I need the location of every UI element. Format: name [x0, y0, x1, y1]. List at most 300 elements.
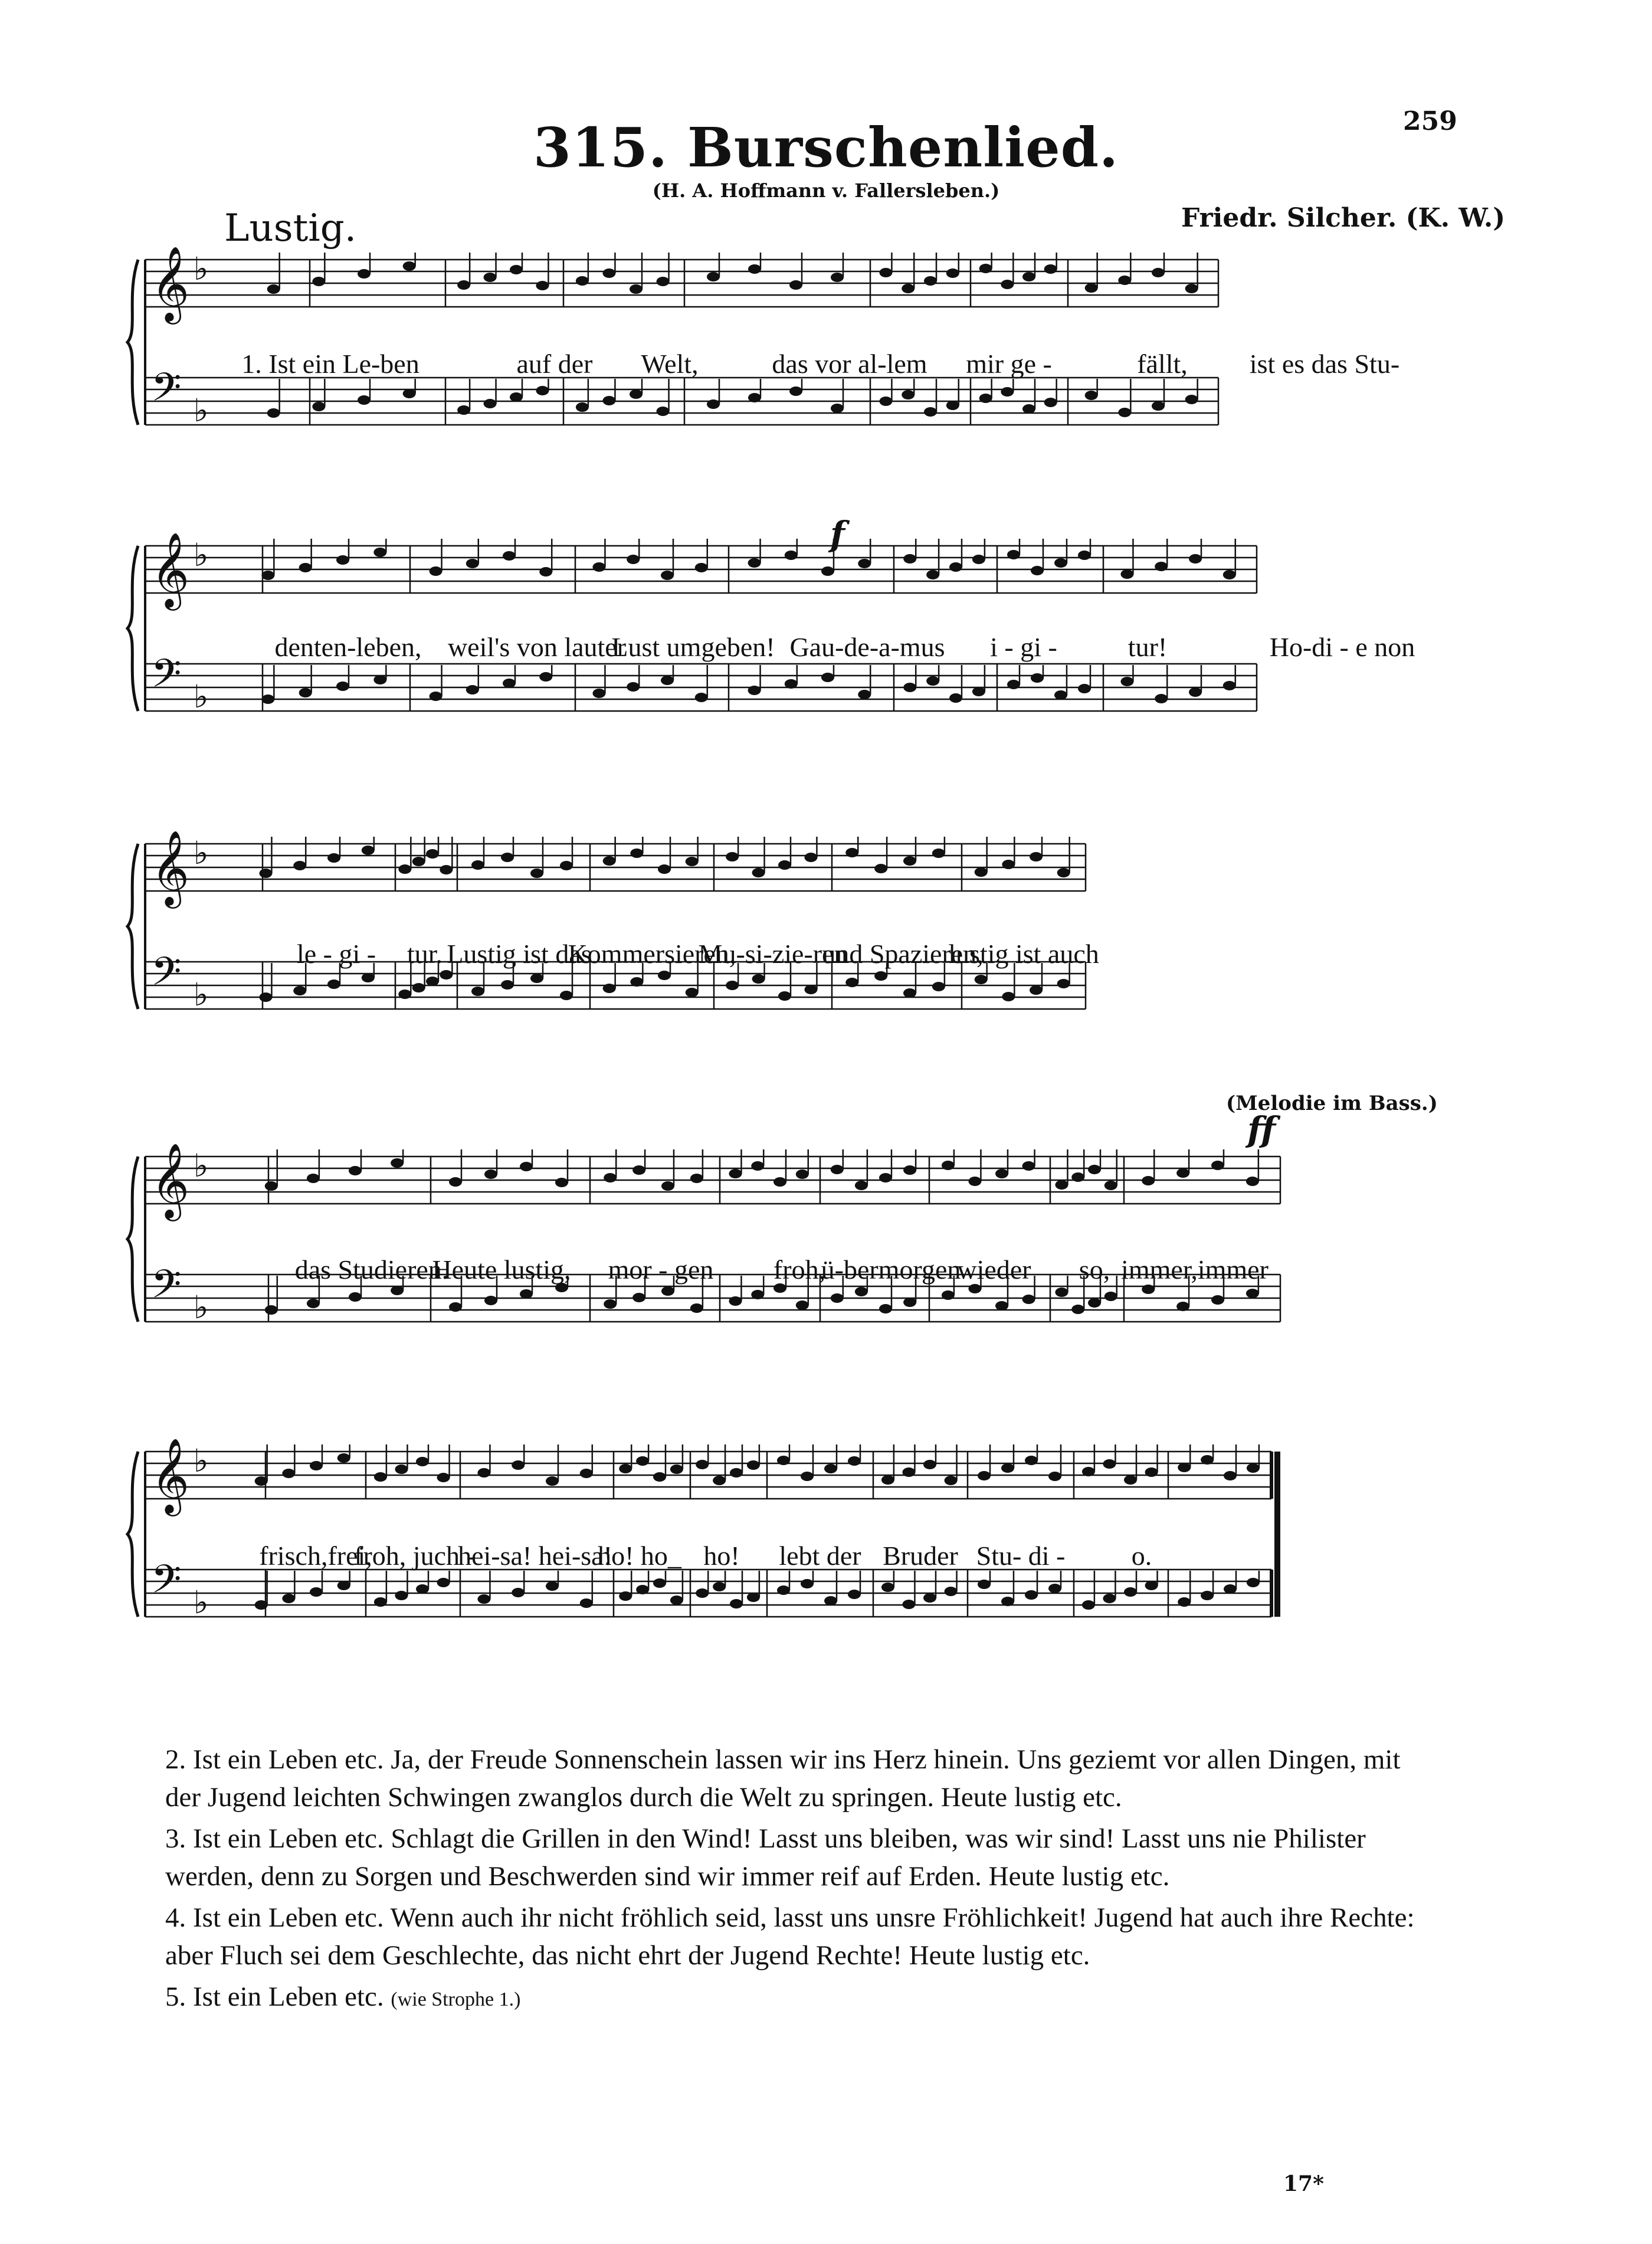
- note-head: [1048, 1584, 1061, 1593]
- note-head: [1224, 1471, 1237, 1480]
- note-head: [995, 1301, 1008, 1311]
- lyric-syllable: das vor al-lem: [772, 349, 927, 379]
- note-head: [603, 856, 616, 866]
- lyric-syllable: lebt der: [779, 1541, 861, 1571]
- note-head: [995, 1169, 1008, 1178]
- note-head: [695, 693, 708, 702]
- note-head: [1025, 1456, 1038, 1465]
- flat-key-signature-icon: ♭: [194, 536, 209, 574]
- note-head: [449, 1177, 462, 1187]
- score-system-5: [124, 1437, 1448, 1676]
- note-head: [337, 1581, 350, 1590]
- note-head: [831, 273, 844, 282]
- note-head: [312, 277, 325, 286]
- note-head: [972, 555, 985, 564]
- notes: [267, 253, 1198, 418]
- system-brace-icon: [127, 1452, 138, 1617]
- bass-melody-note: (Melodie im Bass.): [1226, 1092, 1438, 1115]
- system-brace-icon: [127, 546, 138, 711]
- lyric-syllable: Bruder: [883, 1541, 958, 1571]
- note-head: [824, 1596, 837, 1606]
- treble-clef-icon: 𝄞: [151, 1142, 190, 1218]
- note-head: [713, 1476, 726, 1485]
- note-head: [484, 273, 497, 282]
- note-head: [546, 1476, 559, 1486]
- lyric-syllable: Ho-di - e non: [1269, 632, 1415, 662]
- note-head: [923, 1460, 936, 1469]
- note-head: [796, 1169, 809, 1179]
- note-head: [349, 1166, 362, 1175]
- note-head: [412, 857, 425, 866]
- lyric-syllable: ü-bermorgen: [821, 1254, 961, 1285]
- note-head: [327, 853, 340, 863]
- note-head: [1155, 562, 1168, 571]
- note-head: [903, 554, 916, 564]
- lyric-syllable: auf der: [516, 349, 593, 379]
- note-head: [267, 408, 280, 418]
- note-head: [801, 1472, 814, 1481]
- note-head: [403, 389, 416, 398]
- note-head: [602, 396, 615, 405]
- lyric-syllable: ho!: [703, 1541, 740, 1571]
- note-head: [265, 1181, 278, 1191]
- bass-clef-icon: 𝄢: [151, 651, 182, 706]
- note-head: [430, 692, 442, 701]
- note-head: [657, 277, 670, 286]
- note-head: [1082, 1600, 1095, 1610]
- note-head: [520, 1162, 533, 1171]
- note-head: [636, 1456, 649, 1466]
- note-head: [945, 1476, 958, 1485]
- lyric-syllable: immer,immer: [1121, 1254, 1268, 1285]
- note-head: [752, 868, 765, 877]
- note-head: [1142, 1176, 1155, 1185]
- treble-clef-icon: 𝄞: [151, 1437, 190, 1513]
- note-head: [307, 1299, 320, 1308]
- note-head: [632, 1165, 645, 1175]
- note-head: [949, 562, 962, 572]
- note-head: [1071, 1172, 1084, 1182]
- note-head: [858, 690, 871, 699]
- note-head: [362, 846, 375, 855]
- note-head: [804, 985, 817, 994]
- note-head: [903, 856, 916, 866]
- note-head: [777, 1456, 790, 1465]
- note-head: [751, 1161, 764, 1171]
- note-head: [946, 268, 959, 278]
- note-head: [1057, 979, 1070, 988]
- note-head: [879, 1173, 892, 1182]
- note-head: [259, 869, 272, 878]
- note-head: [1104, 1181, 1117, 1190]
- system-brace-icon: [127, 844, 138, 1009]
- note-head: [796, 1300, 809, 1310]
- score-system-1: [124, 245, 1448, 484]
- note-head: [512, 1588, 525, 1597]
- note-head: [1055, 1180, 1068, 1190]
- note-head: [942, 1161, 955, 1170]
- sheet-signature: 17*: [1283, 2171, 1324, 2196]
- note-head: [879, 397, 892, 406]
- note-head: [729, 1296, 742, 1306]
- note-head: [789, 280, 802, 290]
- note-head: [604, 1299, 617, 1309]
- dynamic-marking: f: [830, 514, 845, 554]
- stanza-4: 4. Ist ein Leben etc. Wenn auch ihr nicht fröhlich seid, lasst uns unsre Fröhlichkeit! Jugend hat auch ihre Rechte: aber Fluch sei dem Geschlechte, das nicht ehrt der Jugend Rechte! Heute lustig etc.: [165, 1902, 1415, 1971]
- note-head: [845, 848, 858, 857]
- note-head: [881, 1583, 894, 1592]
- lyric-syllable: das Studieren.: [294, 1254, 449, 1285]
- note-head: [630, 389, 643, 399]
- page-number: 259: [1403, 106, 1457, 136]
- lyric-syllable: wieder: [957, 1254, 1031, 1285]
- note-head: [282, 1594, 295, 1603]
- stanza-2: 2. Ist ein Leben etc. Ja, der Freude Sonnenschein lassen wir ins Herz hinein. Uns geziemt vor allen Dingen, mit der Jugend leichten Schwingen zwanglos durch die Welt zu springen. Heute lustig etc.: [165, 1744, 1401, 1813]
- note-head: [477, 1594, 490, 1604]
- note-head: [299, 688, 312, 697]
- note-head: [1022, 1295, 1035, 1304]
- note-head: [395, 1591, 408, 1600]
- note-head: [696, 1460, 709, 1469]
- lyric-syllable: i - gi -: [990, 632, 1057, 662]
- song-title: 315. Burschenlied.: [533, 116, 1119, 179]
- note-head: [874, 864, 887, 873]
- note-head: [1002, 992, 1015, 1001]
- lyric-syllable: so,: [1079, 1254, 1110, 1285]
- note-head: [785, 551, 798, 560]
- note-head: [848, 1456, 861, 1466]
- note-head: [855, 1181, 868, 1190]
- note-head: [374, 1472, 387, 1482]
- note-head: [267, 284, 280, 294]
- note-head: [690, 1174, 703, 1183]
- note-head: [658, 864, 671, 874]
- note-head: [730, 1468, 743, 1478]
- note-head: [546, 1581, 559, 1591]
- note-head: [821, 566, 834, 576]
- note-head: [255, 1600, 268, 1610]
- note-head: [426, 849, 439, 859]
- flat-key-signature-icon: ♭: [194, 1584, 209, 1621]
- note-head: [437, 1473, 450, 1482]
- note-head: [310, 1587, 323, 1597]
- note-head: [1201, 1455, 1214, 1465]
- lyric-syllable: hei-sa! hei-sa!: [458, 1541, 612, 1571]
- note-head: [778, 991, 791, 1001]
- lyrics-row: [124, 631, 1448, 673]
- note-head: [1103, 1594, 1116, 1603]
- note-head: [1044, 398, 1057, 407]
- note-head: [484, 1169, 497, 1179]
- lyric-syllable: o.: [1131, 1541, 1152, 1571]
- note-head: [1178, 1463, 1191, 1472]
- note-head: [1152, 401, 1165, 411]
- note-head: [412, 983, 425, 992]
- note-head: [932, 849, 945, 858]
- note-head: [1176, 1302, 1189, 1311]
- flat-key-signature-icon: ♭: [194, 250, 209, 287]
- bass-clef-icon: 𝄢: [151, 1262, 182, 1316]
- note-head: [695, 563, 708, 572]
- note-head: [1178, 1597, 1191, 1607]
- note-head: [1001, 280, 1014, 289]
- lyric-syllable: Lustig ist das: [447, 939, 592, 969]
- notes: [255, 1444, 1260, 1610]
- note-head: [299, 563, 312, 572]
- note-head: [1007, 550, 1020, 559]
- note-head: [503, 551, 516, 561]
- note-head: [1176, 1168, 1189, 1178]
- note-head: [457, 280, 470, 290]
- note-head: [902, 1600, 915, 1609]
- note-head: [560, 991, 573, 1000]
- note-head: [661, 571, 674, 580]
- note-head: [310, 1461, 323, 1470]
- note-head: [336, 555, 349, 565]
- note-head: [1057, 868, 1070, 877]
- note-head: [748, 686, 761, 695]
- note-head: [539, 567, 552, 576]
- note-head: [592, 562, 605, 572]
- note-head: [821, 673, 834, 682]
- note-head: [1078, 684, 1091, 693]
- lyric-syllable: Heute lustig,: [432, 1254, 571, 1285]
- note-head: [1223, 681, 1236, 690]
- system-brace-icon: [127, 1157, 138, 1322]
- note-head: [1124, 1475, 1137, 1485]
- score-system-2: [124, 514, 1448, 770]
- stanza-5-text: 5. Ist ein Leben etc.: [165, 1981, 384, 2012]
- additional-stanzas: [165, 1741, 1440, 2022]
- note-head: [627, 682, 640, 692]
- note-head: [1054, 558, 1067, 568]
- note-head: [1155, 694, 1168, 703]
- note-head: [707, 399, 720, 409]
- note-head: [358, 395, 371, 405]
- note-head: [293, 861, 306, 870]
- note-head: [858, 559, 871, 568]
- dynamic-marking: ff: [1247, 1109, 1276, 1149]
- note-head: [975, 867, 988, 877]
- note-head: [972, 687, 985, 696]
- bass-clef-icon: 𝄢: [151, 365, 182, 420]
- note-head: [636, 1585, 649, 1594]
- note-head: [1071, 1305, 1084, 1314]
- note-head: [484, 399, 497, 408]
- note-head: [261, 571, 274, 580]
- lyric-syllable: lustig ist auch: [948, 939, 1099, 969]
- note-head: [539, 672, 552, 682]
- notes: [261, 539, 1235, 704]
- note-head: [512, 1460, 525, 1470]
- note-head: [923, 1593, 936, 1603]
- note-head: [1002, 860, 1015, 869]
- note-head: [670, 1596, 683, 1605]
- note-head: [707, 272, 720, 281]
- note-head: [619, 1591, 632, 1601]
- note-head: [747, 1460, 760, 1470]
- note-head: [307, 1174, 320, 1183]
- note-head: [1088, 1298, 1101, 1308]
- note-head: [555, 1178, 568, 1187]
- note-head: [1189, 687, 1202, 697]
- note-head: [484, 1296, 497, 1305]
- stanza-5-note: (wie Strophe 1.): [391, 1989, 521, 2010]
- note-head: [1145, 1467, 1158, 1477]
- note-head: [471, 860, 484, 870]
- note-head: [1044, 264, 1057, 274]
- note-head: [1120, 677, 1133, 686]
- note-head: [696, 1588, 709, 1598]
- lyrics-row: [124, 1540, 1448, 1581]
- lyric-syllable: mir ge -: [966, 349, 1052, 379]
- treble-staff: [145, 245, 1218, 325]
- note-head: [903, 683, 916, 692]
- note-head: [778, 860, 791, 870]
- note-head: [630, 284, 643, 294]
- note-head: [1247, 1463, 1260, 1473]
- note-head: [1078, 551, 1091, 560]
- note-head: [881, 1475, 894, 1485]
- bass-clef-icon: 𝄢: [151, 949, 182, 1004]
- note-head: [592, 689, 605, 698]
- note-head: [979, 264, 992, 273]
- note-head: [804, 853, 817, 862]
- note-head: [619, 1464, 632, 1473]
- note-head: [627, 555, 640, 564]
- note-head: [831, 1165, 844, 1174]
- lyric-syllable: mor - gen: [608, 1254, 714, 1285]
- note-head: [1022, 272, 1035, 281]
- note-head: [1001, 1463, 1014, 1473]
- note-head: [416, 1457, 429, 1466]
- note-head: [261, 695, 274, 704]
- flat-key-signature-icon: ♭: [194, 678, 209, 715]
- note-head: [686, 857, 699, 866]
- lyric-syllable: Lust umgeben!: [611, 632, 775, 662]
- note-head: [657, 407, 670, 416]
- note-head: [440, 865, 453, 874]
- note-head: [1022, 1161, 1035, 1171]
- lyric-syllable: froh,: [773, 1254, 826, 1285]
- note-head: [255, 1476, 268, 1486]
- note-head: [1031, 673, 1044, 683]
- note-head: [358, 269, 371, 279]
- note-head: [510, 392, 523, 402]
- note-head: [949, 693, 962, 703]
- note-head: [1001, 1597, 1014, 1606]
- note-head: [1124, 1587, 1137, 1597]
- treble-clef-icon: 𝄞: [151, 830, 190, 905]
- note-head: [337, 1453, 350, 1463]
- note-head: [416, 1584, 429, 1594]
- note-head: [730, 1599, 743, 1609]
- lyric-syllable: frisch,frei,: [259, 1541, 372, 1571]
- lyric-syllable: Mu-si-zie-ren: [698, 939, 848, 969]
- note-head: [1185, 395, 1198, 404]
- note-head: [1152, 268, 1165, 277]
- note-head: [1189, 554, 1202, 564]
- composer-credit: Friedr. Silcher. (K. W.): [1181, 203, 1506, 233]
- system-brace-icon: [127, 260, 138, 425]
- note-head: [1085, 283, 1098, 293]
- note-head: [1118, 276, 1131, 285]
- note-head: [327, 980, 340, 989]
- lyric-syllable: Kommersieren,: [568, 939, 736, 969]
- note-head: [1224, 1584, 1237, 1594]
- note-head: [661, 676, 674, 685]
- note-head: [536, 281, 549, 290]
- treble-clef-icon: 𝄞: [151, 245, 190, 321]
- note-head: [924, 407, 937, 417]
- note-head: [1185, 284, 1198, 293]
- note-head: [968, 1177, 981, 1186]
- lyric-syllable: und Spazieren,: [822, 939, 984, 969]
- note-head: [773, 1177, 786, 1187]
- note-head: [1103, 1459, 1116, 1469]
- note-head: [747, 1593, 760, 1602]
- note-head: [430, 566, 442, 576]
- note-head: [824, 1464, 837, 1473]
- note-head: [670, 1465, 683, 1474]
- note-head: [1118, 408, 1131, 417]
- tempo-marking: Lustig.: [224, 207, 357, 250]
- note-head: [1120, 569, 1133, 579]
- note-head: [466, 685, 479, 695]
- note-head: [603, 984, 616, 993]
- note-head: [979, 394, 992, 403]
- lyric-syllable: froh, juch -: [354, 1541, 476, 1571]
- lyric-syllable: denten-leben,: [274, 632, 422, 662]
- lyric-syllable: Welt,: [641, 349, 699, 379]
- poet-credit: (H. A. Hoffmann v. Fallersleben.): [652, 179, 1000, 202]
- note-head: [373, 548, 386, 557]
- flat-key-signature-icon: ♭: [194, 976, 209, 1013]
- note-head: [510, 265, 523, 274]
- flat-key-signature-icon: ♭: [194, 392, 209, 429]
- note-head: [879, 268, 892, 277]
- score-system-4: [124, 1109, 1448, 1387]
- note-head: [457, 405, 470, 415]
- note-head: [924, 276, 937, 286]
- treble-clef-icon: 𝄞: [151, 532, 190, 607]
- note-head: [1031, 566, 1044, 575]
- lyric-syllable: ist es das Stu-: [1249, 349, 1400, 379]
- note-head: [471, 987, 484, 996]
- note-head: [848, 1590, 861, 1599]
- note-head: [879, 1304, 892, 1313]
- flat-key-signature-icon: ♭: [194, 834, 209, 872]
- note-head: [398, 864, 411, 874]
- note-head: [466, 559, 479, 568]
- lyrics-row: [124, 348, 1448, 389]
- lyric-syllable: Gau-de-a-mus: [789, 632, 945, 662]
- note-head: [1048, 1472, 1061, 1481]
- note-head: [690, 1303, 703, 1313]
- score-system-3: [124, 830, 1448, 1115]
- note-head: [902, 284, 914, 293]
- note-head: [713, 1582, 726, 1591]
- note-head: [686, 988, 699, 997]
- note-head: [726, 852, 739, 861]
- note-head: [729, 1169, 742, 1178]
- note-head: [312, 402, 325, 411]
- note-head: [580, 1469, 593, 1478]
- lyric-syllable: ho! ho_: [598, 1541, 681, 1571]
- note-head: [1082, 1467, 1095, 1476]
- note-head: [1088, 1165, 1101, 1174]
- note-head: [1145, 1581, 1158, 1590]
